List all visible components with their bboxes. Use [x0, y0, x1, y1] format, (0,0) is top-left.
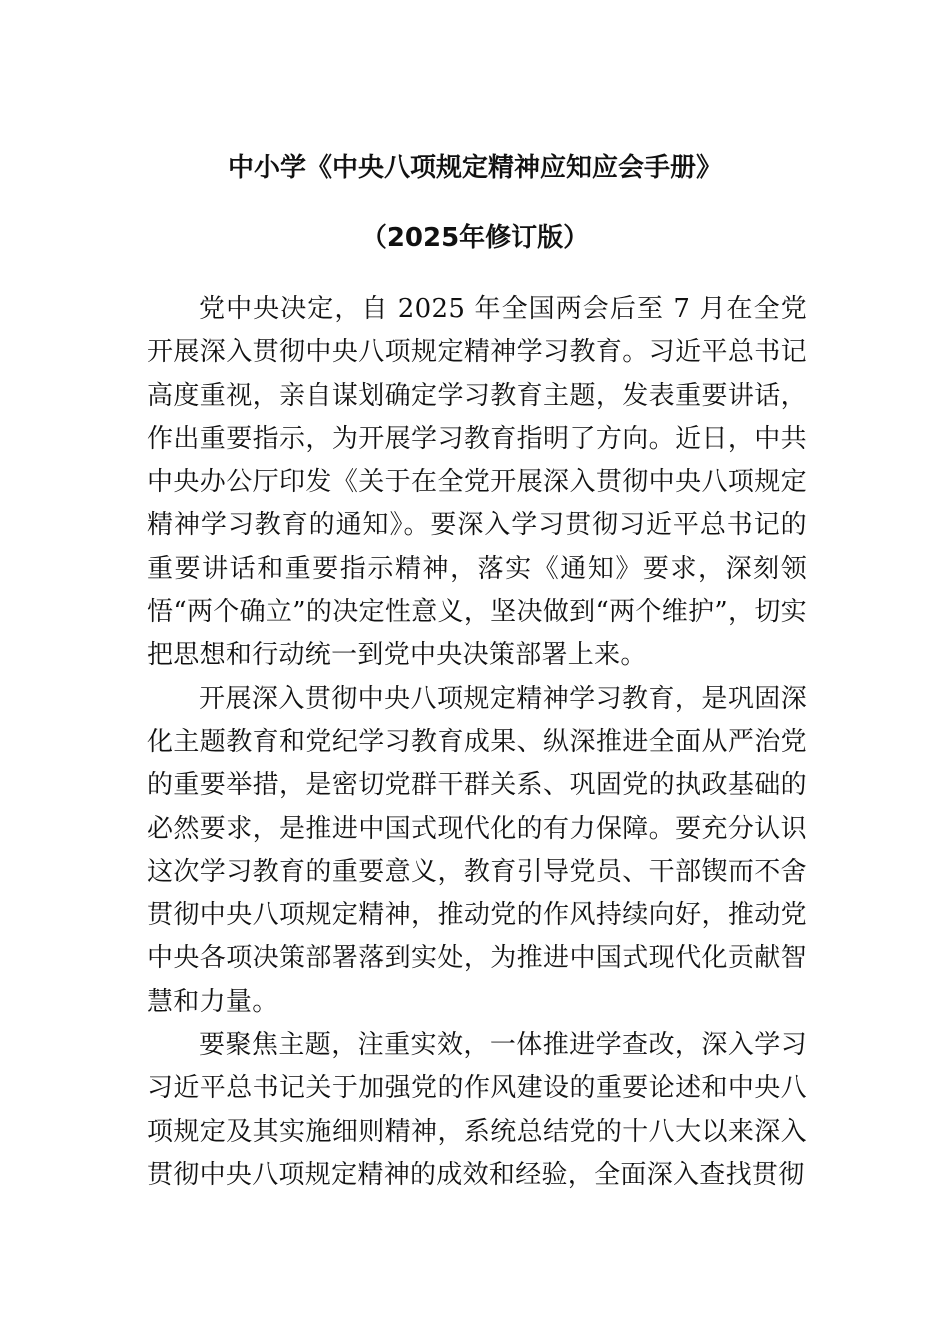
paragraph: 党中央决定，自 2025 年全国两会后至 7 月在全党开展深入贯彻中央八项规定精神学习教育。习近平总书记高度重视，亲自谋划确定学习教育主题，发表重要讲话，作出重要指示，为开展学习教育指明了方向。近日，中共中央办公厅印发《关于在全党开展深入贯彻中央八项规定精神学习教育的通知》。要深入学习贯彻习近平总书记的重要讲话和重要指示精神，落实《通知》要求，深刻领悟“两个确立”的决定性意义，坚决做到“两个维护”，切实把思想和行动统一到党中央决策部署上来。 [147, 294, 807, 671]
document-title: 中小学《中央八项规定精神应知应会手册》 [227, 153, 722, 183]
document-subtitle: （2025年修订版） [360, 223, 590, 253]
document-body [147, 288, 807, 1197]
paragraph: 要聚焦主题，注重实效，一体推进学查改，深入学习习近平总书记关于加强党的作风建设的重要论述和中央八项规定及其实施细则精神，系统总结党的十八大以来深入贯彻中央八项规定精神的成效和经验，全面深入查找贯彻 [147, 1030, 807, 1190]
paragraph: 开展深入贯彻中央八项规定精神学习教育，是巩固深化主题教育和党纪学习教育成果、纵深推进全面从严治党的重要举措，是密切党群干群关系、巩固党的执政基础的必然要求，是推进中国式现代化的有力保障。要充分认识这次学习教育的重要意义，教育引导党员、干部锲而不舍贯彻中央八项规定精神，推动党的作风持续向好，推动党中央各项决策部署落到实处，为推进中国式现代化贡献智慧和力量。 [147, 683, 807, 1017]
